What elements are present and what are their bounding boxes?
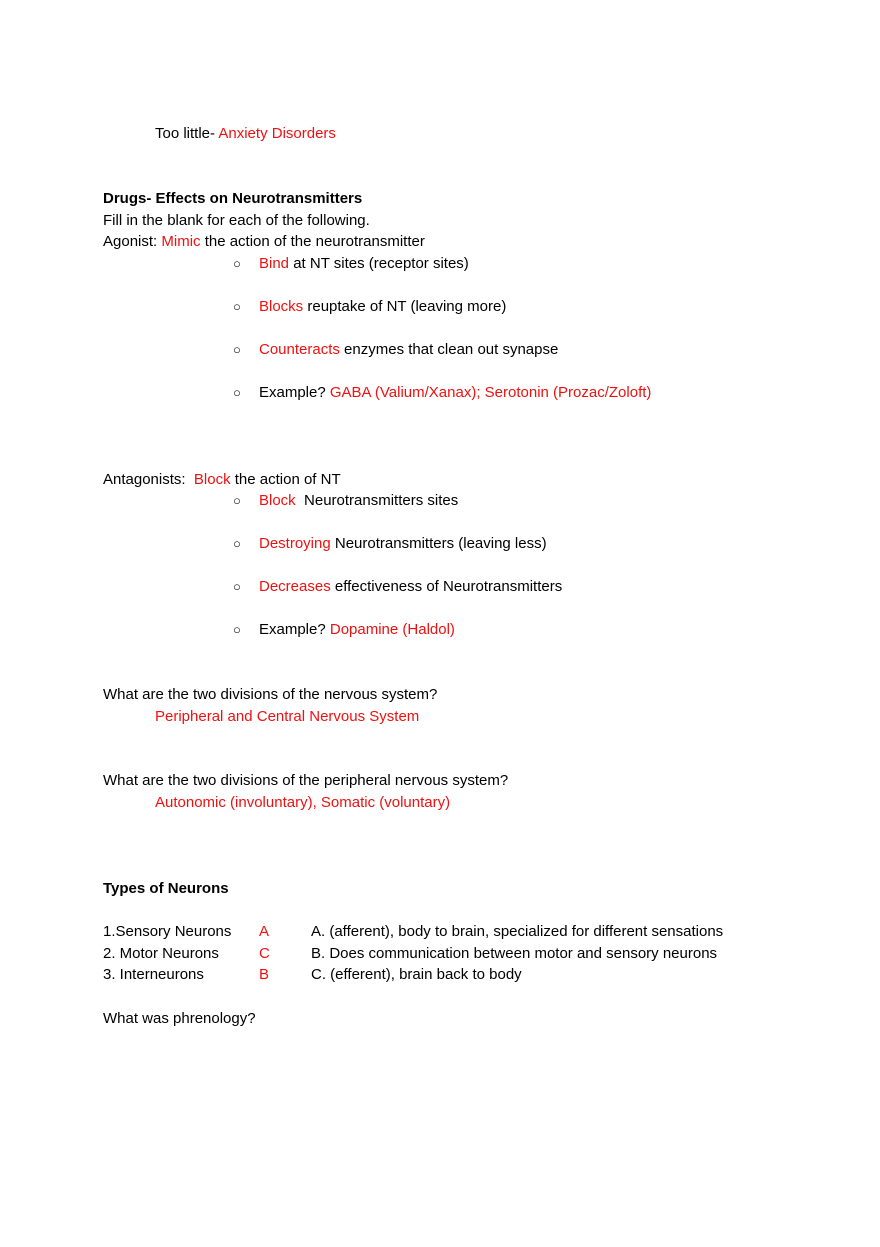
answer-peripheral-divisions: Autonomic (involuntary), Somatic (voluntary) xyxy=(155,794,451,811)
agonist-suffix: the action of the neurotransmitter xyxy=(200,233,425,250)
question-phrenology: What was phrenology? xyxy=(103,1010,256,1027)
question-peripheral-divisions: What are the two divisions of the peripheral nervous system? xyxy=(103,772,509,789)
neuron-term: 1.Sensory Neurons xyxy=(103,923,232,940)
hollow-circle-icon: ○ xyxy=(233,493,241,508)
antagonist-item-answer: Destroying xyxy=(259,535,331,552)
agonist-label: Agonist: xyxy=(103,233,162,250)
too-little-label: Too little- xyxy=(155,125,219,142)
answer-nervous-divisions: Peripheral and Central Nervous System xyxy=(155,708,420,725)
question-nervous-divisions: What are the two divisions of the nervous system? xyxy=(103,686,438,703)
antagonist-item-answer: Decreases xyxy=(259,578,331,595)
hollow-circle-icon: ○ xyxy=(233,622,241,637)
neuron-definition: C. (efferent), brain back to body xyxy=(311,966,522,983)
antagonist-example xyxy=(259,621,455,639)
too-little-line xyxy=(155,125,336,143)
neuron-definition: B. Does communication between motor and sensory neurons xyxy=(311,945,718,962)
hollow-circle-icon: ○ xyxy=(233,342,241,357)
agonist-item-answer: Bind xyxy=(259,255,290,272)
agonist-item-text: reuptake of NT (leaving more) xyxy=(303,298,507,315)
hollow-circle-icon: ○ xyxy=(233,299,241,314)
antagonist-suffix: the action of NT xyxy=(230,471,341,488)
agonist-item-text: at NT sites (receptor sites) xyxy=(289,255,469,272)
antagonist-answer: Block xyxy=(193,471,231,488)
antagonist-item xyxy=(259,535,547,553)
hollow-circle-icon: ○ xyxy=(233,256,241,271)
agonist-item xyxy=(259,341,558,359)
antagonist-item xyxy=(259,578,562,596)
example-label: Example? xyxy=(259,621,330,638)
antagonist-item-text: Neurotransmitters (leaving less) xyxy=(330,535,547,552)
drugs-instruction: Fill in the blank for each of the following. xyxy=(103,212,370,229)
antagonist-item-text: Neurotransmitters sites xyxy=(295,492,459,509)
neuron-answer: B xyxy=(259,966,270,983)
agonist-answer: Mimic xyxy=(161,233,201,250)
neuron-definition: A. (afferent), body to brain, specialized for different sensations xyxy=(311,923,724,940)
hollow-circle-icon: ○ xyxy=(233,579,241,594)
hollow-circle-icon: ○ xyxy=(233,536,241,551)
antagonist-item xyxy=(259,492,458,510)
anxiety-answer: Anxiety Disorders xyxy=(218,125,336,142)
example-label: Example? xyxy=(259,384,330,401)
hollow-circle-icon: ○ xyxy=(233,385,241,400)
neuron-term: 2. Motor Neurons xyxy=(103,945,219,962)
agonist-example xyxy=(259,384,651,402)
agonist-example-answer: GABA (Valium/Xanax); Serotonin (Prozac/Zoloft) xyxy=(329,384,652,401)
neuron-answer: C xyxy=(259,945,270,962)
antagonist-definition xyxy=(103,471,341,489)
antagonist-item-text: effectiveness of Neurotransmitters xyxy=(330,578,563,595)
agonist-item xyxy=(259,298,506,316)
neuron-answer: A xyxy=(259,923,270,940)
antagonist-item-answer: Block xyxy=(259,492,296,509)
agonist-definition xyxy=(103,233,425,251)
agonist-item-text: enzymes that clean out synapse xyxy=(339,341,559,358)
agonist-item-answer: Blocks xyxy=(259,298,304,315)
agonist-item xyxy=(259,255,469,273)
antagonist-label: Antagonists: xyxy=(103,471,194,488)
agonist-item-answer: Counteracts xyxy=(259,341,340,358)
drugs-heading: Drugs- Effects on Neurotransmitters xyxy=(103,190,363,207)
neurons-heading: Types of Neurons xyxy=(103,880,229,897)
antagonist-example-answer: Dopamine (Haldol) xyxy=(329,621,455,638)
neuron-term: 3. Interneurons xyxy=(103,966,204,983)
